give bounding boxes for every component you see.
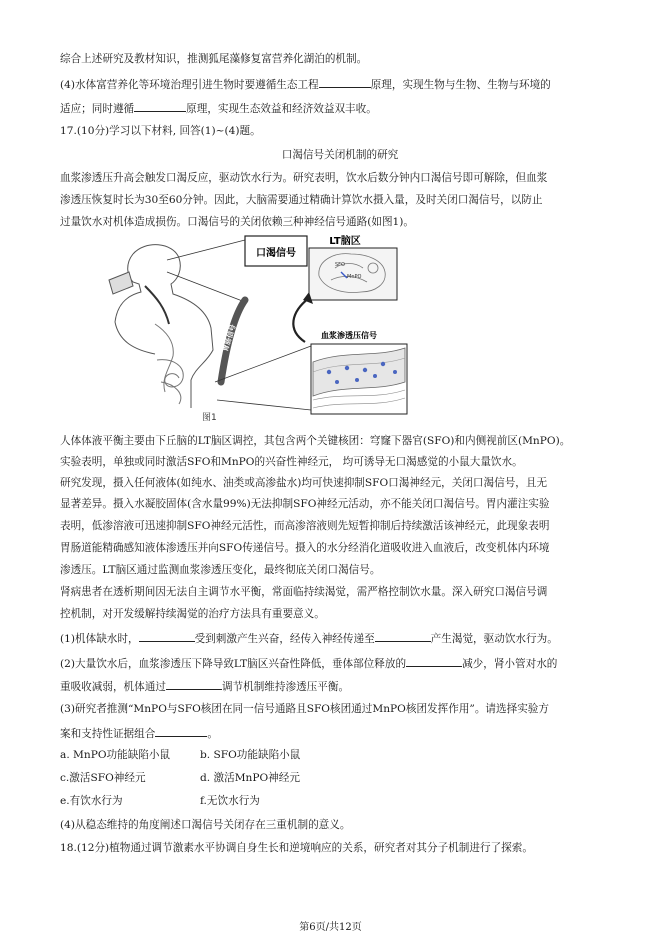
lt-region-label: LT脑区 (329, 236, 361, 247)
text-segment: 原理，实现生态效益和经济效益双丰收。 (186, 103, 377, 115)
text-segment: 原理，实现生物与生物、生物与环境的 (370, 79, 551, 91)
page-footer: 第6页/共12页 (299, 922, 362, 933)
text-segment: 。 (207, 728, 218, 740)
option-c: c.激活SFO神经元 (60, 772, 146, 784)
text-segment: (4)水体富营养化等环境治理引进生物时要遵循生态工程 (60, 79, 319, 91)
option-b: b. SFO功能缺陷小鼠 (200, 749, 301, 761)
sfo-label: SFO (335, 262, 345, 268)
text-line: 实验表明，单独或同时激活SFO和MnPO的兴奋性神经元， 均可诱导无口渴感觉的小鼠大量饮水。 (60, 456, 523, 468)
plasma-signal-arrow (293, 298, 309, 342)
sub-question-2 (60, 678, 620, 694)
answer-blank[interactable] (155, 725, 207, 737)
text-line: 综合上述研究及教材知识，推测狐尾藻修复富营养化湖泊的机制。 (60, 53, 368, 65)
text-line: 研究发现，摄入任何液体(如纯水、油类或高渗盐水)均可快速抑制SFO口渴神经元，关闭口渴信号，且无 (60, 477, 548, 489)
text-line: 渗透压。LT脑区通过监测血浆渗透压变化，最终彻底关闭口渴信号。 (60, 564, 381, 576)
sub-question-3 (60, 725, 620, 741)
option-f: f.无饮水行为 (200, 795, 260, 807)
text-line: 肾病患者在透析期间因无法自主调节水平衡，常面临持续渴觉，需严格控制饮水量。深入研究口渴信号调 (60, 586, 548, 598)
mnpo-label: MnPO (347, 274, 362, 280)
question-4-line (60, 100, 620, 116)
option-a: a. MnPO功能缺陷小鼠 (60, 749, 171, 761)
answer-blank[interactable] (166, 678, 222, 690)
figure-1 (95, 232, 415, 422)
question-17-header: 17.(10分)学习以下材料, 回答(1)~(4)题。 (60, 125, 261, 137)
text-segment: 减少，肾小管对水的 (462, 658, 558, 670)
text-line: 渗透压恢复时长为30至60分钟。因此，大脑需要通过精确计算饮水摄入量，及时关闭口渴信号，以防止 (60, 194, 543, 206)
text-segment: 产生渴觉，驱动饮水行为。 (430, 633, 558, 645)
option-d: d. 激活MnPO神经元 (200, 772, 300, 784)
text-line: 血浆渗透压升高会触发口渴反应，驱动饮水行为。研究表明，饮水后数分钟内口渴信号即可解除，但血浆 (60, 172, 548, 184)
text-segment: (2)大量饮水后，血浆渗透压下降导致LT脑区兴奋性降低，垂体部位释放的 (60, 658, 407, 670)
text-segment: 重吸收减弱，机体通过 (60, 681, 166, 693)
sub-question-4: (4)从稳态维持的角度阐述口渴信号关闭存在三重机制的意义。 (60, 819, 351, 831)
sub-question-3: (3)研究者推测“MnPO与SFO核团在同一信号通路且SFO核团通过MnPO核团发挥作用”。请选择实验方 (60, 703, 549, 715)
answer-blank[interactable] (375, 630, 431, 642)
text-segment: 适应；同时遵循 (60, 103, 135, 115)
text-segment: (1)机体缺水时， (60, 633, 139, 645)
text-segment: 案和支持性证据组合 (60, 728, 156, 740)
question-4-line (60, 76, 620, 92)
plasma-signal-label: 血浆渗透压信号 (321, 331, 377, 340)
answer-blank[interactable] (406, 655, 462, 667)
sub-question-1 (60, 630, 620, 646)
text-segment: 调节机制维持渗透压平衡。 (221, 681, 350, 693)
answer-blank[interactable] (319, 76, 371, 88)
text-line: 胃肠道能精确感知液体渗透压并向SFO传递信号。摄入的水分经消化道吸收进入血液后，改变机体内环境 (60, 542, 550, 554)
thirst-signal-label: 口渴信号 (256, 248, 296, 259)
text-line: 过量饮水对机体造成损伤。口渴信号的关闭依赖三种神经信号通路(如图1)。 (60, 216, 415, 228)
gi-signal-label: 胃肠信号 (221, 323, 238, 353)
article-title: 口渴信号关闭机制的研究 (281, 149, 399, 161)
figure-caption: 图1 (202, 413, 217, 423)
answer-blank[interactable] (139, 630, 195, 642)
text-line: 显著差异。摄入水凝胶固体(含水量99%)无法抑制SFO神经元活动，亦不能关闭口渴信号。胃内灌注实验 (60, 498, 550, 510)
option-e: e.有饮水行为 (60, 795, 123, 807)
text-line: 控机制，对开发缓解持续渴觉的治疗方法具有重要意义。 (60, 608, 325, 620)
text-line: 人体体液平衡主要由下丘脑的LT脑区调控，其包含两个关键核团：穹窿下器官(SFO)和内侧视前区(MnPO)。 (60, 435, 571, 447)
sub-question-2 (60, 655, 620, 671)
text-segment: 受到刺激产生兴奋，经传入神经传递至 (194, 633, 375, 645)
question-18-header: 18.(12分)植物通过调节激素水平协调自身生长和逆境响应的关系，研究者对其分子机制进行了探索。 (60, 842, 533, 854)
answer-blank[interactable] (134, 100, 186, 112)
thirst-signal-diagram (95, 232, 415, 422)
person-illustration (109, 245, 213, 408)
text-line: 表明，低渗溶液可迅速抑制SFO神经元活性，而高渗溶液则先短暂抑制后持续激活该神经元，此现象表明 (60, 520, 550, 532)
